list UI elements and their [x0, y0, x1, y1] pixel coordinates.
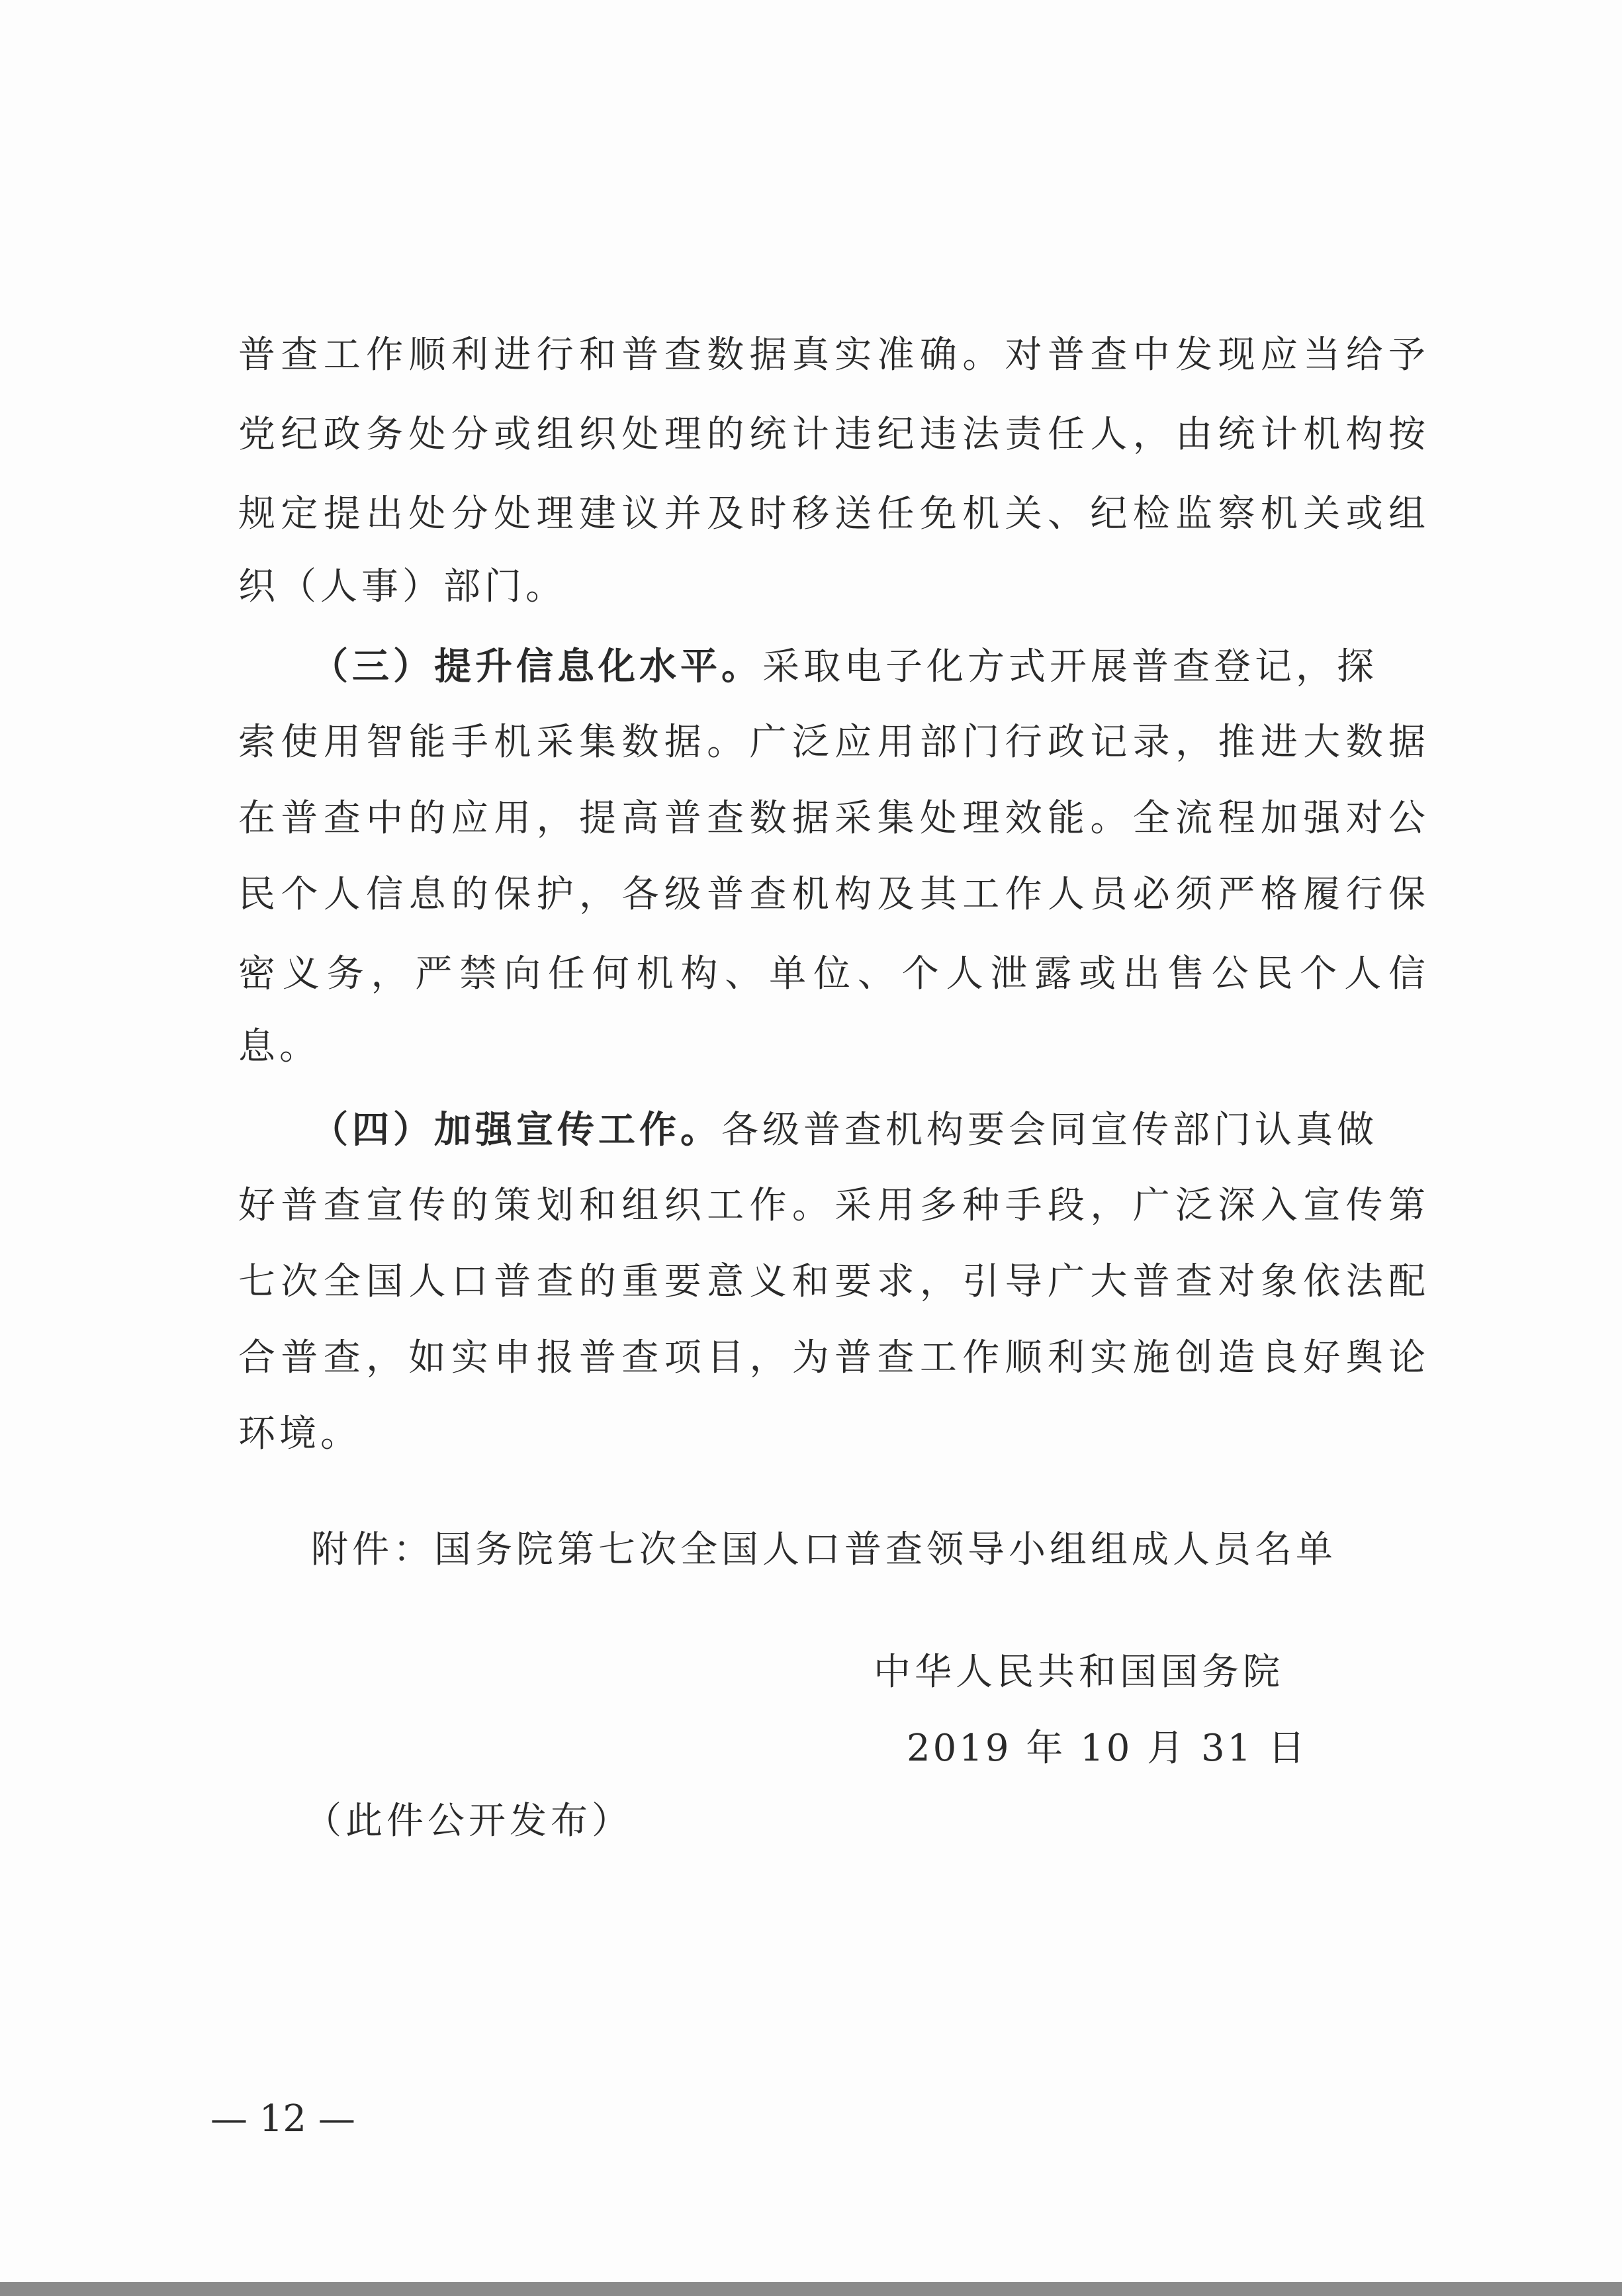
public-note: （此件公开发布）: [304, 1800, 633, 1843]
section4-line-4: 合普查，如实申报普查项目，为普查工作顺利实施创造良好舆论: [238, 1336, 1429, 1379]
section3-first-line-rest: 采取电子化方式开展普查登记，探: [762, 645, 1378, 688]
body-line-2: 党纪政务处分或组织处理的统计违纪违法责任人，由统计机构按: [238, 413, 1429, 456]
scan-bottom-edge: [0, 2282, 1622, 2296]
signature-organization: 中华人民共和国国务院: [874, 1651, 1284, 1694]
section3-line-2: 索使用智能手机采集数据。广泛应用部门行政记录，推进大数据: [238, 721, 1429, 764]
section4-first-line-rest: 各级普查机构要会同宣传部门认真做: [721, 1109, 1378, 1152]
body-line-3: 规定提出处分处理建议并及时移送任免机关、纪检监察机关或组: [238, 492, 1429, 535]
page-number: — 12 —: [210, 2097, 355, 2140]
section3-line-4: 民个人信息的保护，各级普查机构及其工作人员必须严格履行保: [238, 873, 1429, 916]
section4-line-3: 七次全国人口普查的重要意义和要求，引导广大普查对象依法配: [238, 1260, 1429, 1303]
section3-line-6: 息。: [238, 1025, 320, 1068]
body-line-4: 织（人事）部门。: [238, 565, 566, 608]
section3-heading: （三）提升信息化水平。: [311, 645, 762, 688]
signature-date: 2019 年 10 月 31 日: [907, 1727, 1308, 1770]
section4-line-2: 好普查宣传的策划和组织工作。采用多种手段，广泛深入宣传第: [238, 1184, 1429, 1227]
section3-line-5: 密义务，严禁向任何机构、单位、个人泄露或出售公民个人信: [238, 952, 1429, 995]
section4-first-line: [311, 1109, 1429, 1152]
body-line-1: 普查工作顺利进行和普查数据真实准确。对普查中发现应当给予: [238, 334, 1429, 377]
section3-first-line: [311, 645, 1429, 688]
section3-line-3: 在普查中的应用，提高普查数据采集处理效能。全流程加强对公: [238, 797, 1429, 840]
section4-heading: （四）加强宣传工作。: [311, 1108, 721, 1152]
attachment-line: 附件：国务院第七次全国人口普查领导小组组成人员名单: [311, 1528, 1337, 1571]
section4-line-5: 环境。: [238, 1412, 361, 1455]
